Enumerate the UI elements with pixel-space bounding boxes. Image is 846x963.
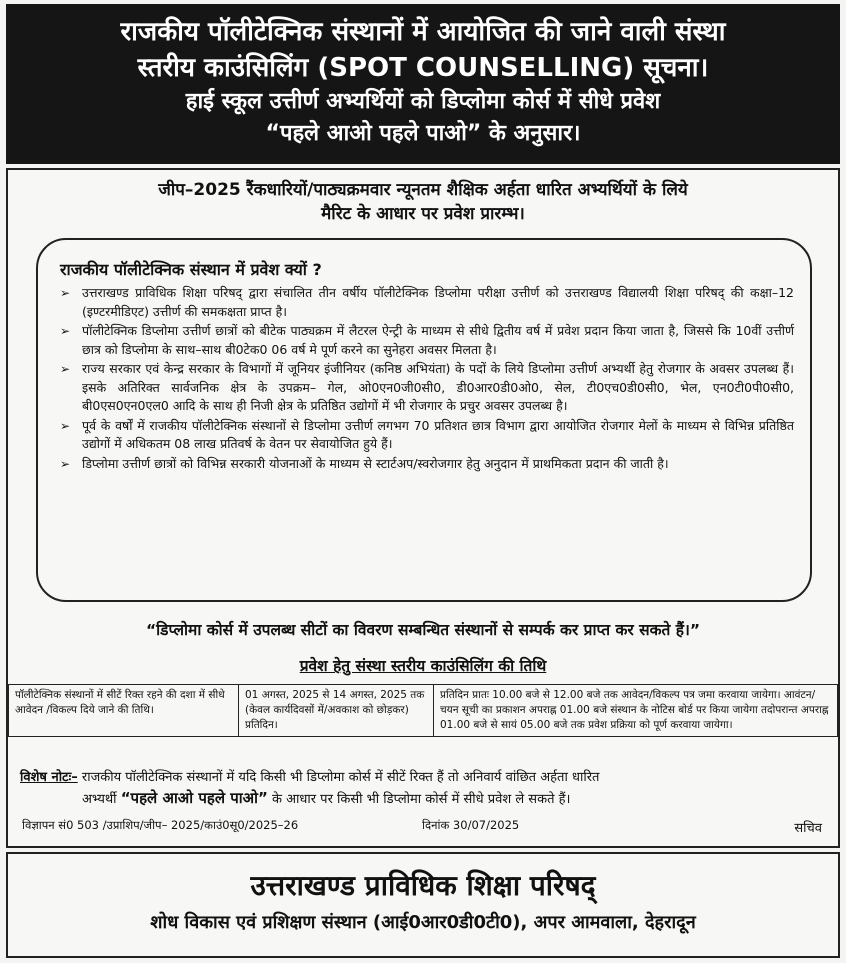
arrow-bullet-icon: ➢ — [60, 286, 71, 300]
signatory: सचिव — [794, 821, 822, 836]
header-line-4: “पहले आओ पहले पाओ” के अनुसार। — [265, 121, 581, 146]
dates-cell-purpose: पॉलीटेक्निक संस्थानों में सीटें रिक्त रहने की दशा में सीधे आवेदन /विकल्प दिये जाने की तिथि। — [9, 685, 239, 737]
special-note-line-2 — [20, 788, 826, 810]
header-line-2: स्तरीय काउंसिलिंग (SPOT COUNSELLING) सूचना। — [137, 53, 709, 83]
notice-footer — [6, 852, 840, 958]
advertisement-number: विज्ञापन सं0 503 /उप्राशिप/जीप– 2025/काउं0सू0/2025–26 — [22, 818, 299, 832]
counselling-date-heading-text: प्रवेश हेतु संस्था स्तरीय काउंसिलिंग की तिथि — [299, 657, 547, 675]
arrow-bullet-icon: ➢ — [60, 418, 71, 433]
special-note-text-1: राजकीय पॉलीटेक्निक संस्थानों में यदि किसी भी डिप्लोमा कोर्स में सीटें रिक्त हैं तो अनिवार्य वांछित अर्हता धारित — [81, 770, 600, 785]
why-bullet-text: उत्तराखण्ड प्राविधिक शिक्षा परिषद् द्वारा संचालित तीन वर्षीय पॉलीटेक्निक डिप्लोमा परीक्षा उत्तीर्ण को उत्तराखण्ड विद्यालयी शिक्षा परिषद् की कक्षा–12 (इण्टरमीडिएट) उत्तीर्ण की समकक्षता प्राप्त है। — [82, 285, 794, 319]
why-bullet — [60, 417, 794, 454]
special-note-fcfs: “पहले आओ पहले पाओ” — [120, 789, 268, 807]
intro-text — [8, 178, 838, 226]
dates-cell-period: 01 अगस्त, 2025 से 14 अगस्त, 2025 तक (केवल कार्यदिवसों में/अवकाश को छोड़कर) प्रतिदिन। — [239, 685, 434, 737]
special-note-label: विशेष नोटः– — [20, 770, 78, 785]
why-admission-box — [36, 238, 812, 602]
advertisement-info — [22, 818, 822, 836]
footer-organization: उत्तराखण्ड प्राविधिक शिक्षा परिषद् — [250, 869, 596, 902]
special-note-text-2a: अभ्यर्थी — [82, 792, 117, 807]
why-bullet — [60, 322, 794, 359]
advertisement-date: दिनांक 30/07/2025 — [422, 818, 520, 832]
why-bullet-text: डिप्लोमा उत्तीर्ण छात्रों को विभिन्न सरकारी योजनाओं के माध्यम से स्टार्टअप/स्वरोजगार हेतु अनुदान में प्राथमिकता प्रदान की जाती है। — [82, 455, 669, 471]
why-bullet — [60, 360, 794, 416]
counselling-date-heading — [8, 654, 838, 676]
special-note-line-1 — [20, 768, 826, 788]
notice-body — [6, 168, 840, 848]
why-bullet-text: पूर्व के वर्षों में राजकीय पॉलीटेक्निक संस्थानों से डिप्लोमा उत्तीर्ण लगभग 70 प्रतिशत छात्र विभाग द्वारा आयोजित रोजगार मेलों के माध्यम से विभिन्न प्रतिष्ठित उद्योगों में अधिकतम 08 लाख प्रतिवर्ष के वेतन पर सेवायोजित हुये हैं। — [82, 417, 794, 451]
contact-line: “डिप्लोमा कोर्स में उपलब्ध सीटों का विवरण सम्बन्धित संस्थानों से सम्पर्क कर प्राप्त कर सकते हैं।” — [145, 621, 701, 639]
arrow-bullet-icon: ➢ — [60, 456, 71, 471]
header-line-3: हाई स्कूल उत्तीर्ण अभ्यर्थियों को डिप्लोमा कोर्स में सीधे प्रवेश — [185, 89, 661, 114]
table-row — [9, 685, 838, 737]
why-bullet — [60, 284, 794, 321]
intro-line-2: मैरिट के आधार पर प्रवेश प्रारम्भ। — [321, 204, 525, 224]
why-bullet-text: पॉलीटेक्निक डिप्लोमा उत्तीर्ण छात्रों को बीटेक पाठ्यक्रम में लैटरल ऐन्ट्री के माध्यम से सीधे द्वितीय वर्ष में प्रवेश प्रदान किया जाता है, जिससे कि 10वीं उत्तीर्ण छात्र को डिप्लोमा के साथ–साथ बी0टेक0 06 वर्ष मे पूर्ण करने का सुनेहरा अवसर मिलता है। — [82, 323, 794, 357]
footer-address: शोध विकास एवं प्रशिक्षण संस्थान (आई0आर0डी0टी0), अपर आमवाला, देहरादून — [150, 912, 696, 933]
counselling-dates-table — [8, 684, 838, 737]
intro-line-1: जीप–2025 रैंकधारियों/पाठ्यक्रमवार न्यूनतम शैक्षिक अर्हता धारित अभ्यर्थियों के लिये — [158, 180, 688, 200]
dates-cell-schedule: प्रतिदिन प्रातः 10.00 बजे से 12.00 बजे तक आवेदन/विकल्प पत्र जमा करवाया जायेगा। आवंटन/चयन सूची का प्रकाशन अपराह्न 01.00 बजे संस्थान के नोटिस बोर्ड पर किया जायेगा तदोपरान्त अपराह्न 01.00 बजे से सायं 05.00 बजे तक प्रवेश प्रक्रिया को पूर्ण करवाया जायेगा। — [434, 685, 838, 737]
special-note — [20, 768, 826, 810]
why-title: राजकीय पॉलीटेक्निक संस्थान में प्रवेश क्यों ? — [60, 260, 322, 279]
special-note-text-2b: के आधार पर किसी भी डिप्लोमा कोर्स में सीधे प्रवेश ले सकते हैं। — [271, 792, 571, 807]
why-bullet-text: राज्य सरकार एवं केन्द्र सरकार के विभागों में जूनियर इंजीनियर (कनिष्ठ अभियंता) के पदों के लिये डिप्लोमा उत्तीर्ण अभ्यर्थी हेतु रोजगार के अवसर उपलब्ध हैं। इसके अतिरिक्त सार्वजनिक क्षेत्र के उपक्रम– गेल, ओ0एन0जी0सी0, डी0आर0डी0ओ0, सेल, टी0एच0डी0सी0, भेल, एन0टी0पी0सी0, बी0एस0एन0एल0 आदि के साथ ही निजी क्षेत्र के प्रतिष्ठित उद्योगों में भी रोजगार के प्रचुर अवसर उपलब्ध है। — [82, 361, 794, 413]
arrow-bullet-icon: ➢ — [60, 324, 71, 338]
why-bullet — [60, 455, 794, 474]
header-line-1: राजकीय पॉलीटेक्निक संस्थानों में आयोजित की जाने वाली संस्था — [120, 17, 726, 47]
arrow-bullet-icon: ➢ — [60, 362, 71, 376]
notice-header — [6, 4, 840, 164]
